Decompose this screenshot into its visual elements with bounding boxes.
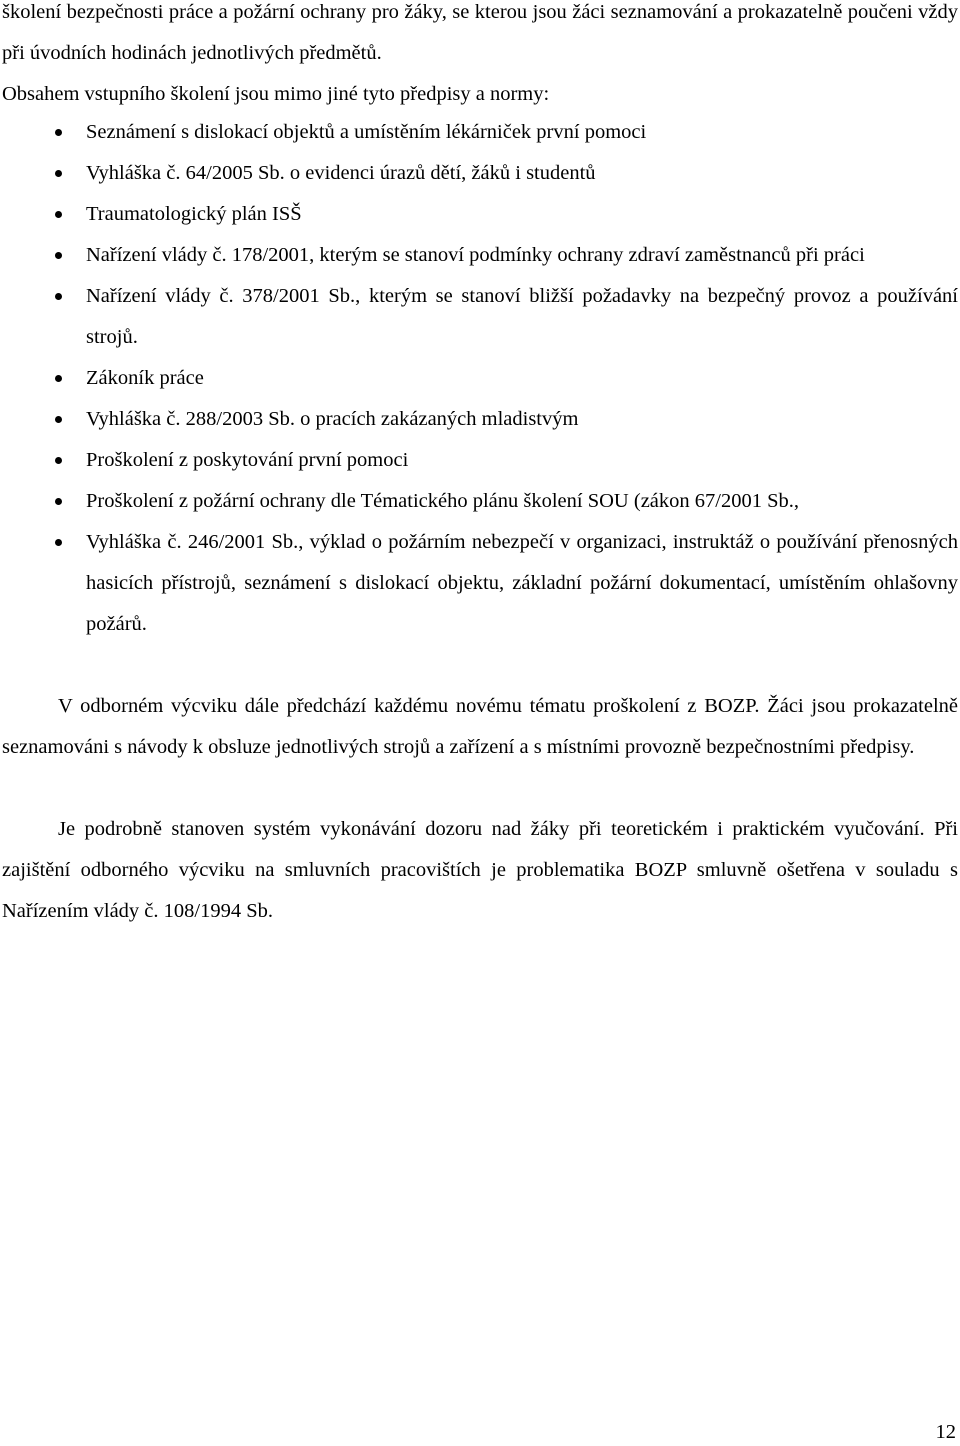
bullet-icon bbox=[55, 375, 62, 382]
list-item-text: Nařízení vlády č. 378/2001 Sb., kterým se stanoví bližší požadavky na bezpečný provoz a používání strojů. bbox=[86, 285, 958, 348]
bullet-icon bbox=[55, 252, 62, 259]
list-item-text: Proškolení z poskytování první pomoci bbox=[86, 449, 409, 471]
list-item-text: Proškolení z požární ochrany dle Tématického plánu školení SOU (zákon 67/2001 Sb., bbox=[86, 490, 799, 512]
list-item bbox=[0, 522, 960, 645]
supervision-paragraph: Je podrobně stanoven systém vykonávání dozoru nad žáky při teoretickém i praktickém vyučování. Při zajištění odborného výcviku na smluvních pracovištích je problematika BOZP smluvně ošetřena v souladu s Nařízením vlády č. 108/1994 Sb. bbox=[2, 818, 958, 922]
list-heading: Obsahem vstupního školení jsou mimo jiné tyto předpisy a normy: bbox=[2, 83, 550, 105]
list-item-text: Vyhláška č. 288/2003 Sb. o pracích zakázaných mladistvým bbox=[86, 408, 579, 430]
bullet-icon bbox=[55, 211, 62, 218]
list-item bbox=[0, 358, 960, 399]
list-item-text: Nařízení vlády č. 178/2001, kterým se stanoví podmínky ochrany zdraví zaměstnanců při práci bbox=[86, 244, 865, 266]
regulations-list bbox=[0, 112, 960, 645]
list-item-text: Seznámení s dislokací objektů a umístěním lékárniček první pomoci bbox=[86, 121, 647, 143]
list-item bbox=[0, 194, 960, 235]
bullet-icon bbox=[55, 539, 62, 546]
page-number: 12 bbox=[935, 1421, 956, 1443]
bullet-icon bbox=[55, 498, 62, 505]
list-item bbox=[0, 440, 960, 481]
list-item-text: Vyhláška č. 64/2005 Sb. o evidenci úrazů dětí, žáků i studentů bbox=[86, 162, 596, 184]
bullet-icon bbox=[55, 129, 62, 136]
list-item-text: Traumatologický plán ISŠ bbox=[86, 203, 302, 225]
list-item-text: Zákoník práce bbox=[86, 367, 204, 389]
list-item bbox=[0, 276, 960, 358]
bullet-icon bbox=[55, 170, 62, 177]
bullet-icon bbox=[55, 457, 62, 464]
training-paragraph: V odborném výcviku dále předchází každému novému tématu proškolení z BOZP. Žáci jsou prokazatelně seznamováni s návody k obsluze jednotlivých strojů a zařízení a s místními provozně bezpečnostními předpisy. bbox=[2, 695, 958, 758]
bullet-icon bbox=[55, 416, 62, 423]
list-item bbox=[0, 481, 960, 522]
list-item bbox=[0, 399, 960, 440]
list-item bbox=[0, 153, 960, 194]
list-item bbox=[0, 235, 960, 276]
list-item-text: Vyhláška č. 246/2001 Sb., výklad o požárním nebezpečí v organizaci, instruktáž o používání přenosných hasicích přístrojů, seznámení s dislokací objektu, základní požární dokumentací, umístěním ohlašovny požárů. bbox=[86, 531, 958, 635]
bullet-icon bbox=[55, 293, 62, 300]
list-item bbox=[0, 112, 960, 153]
intro-continuation-paragraph: školení bezpečnosti práce a požární ochrany pro žáky, se kterou jsou žáci seznamování a prokazatelně poučeni vždy při úvodních hodinách jednotlivých předmětů. bbox=[2, 1, 958, 64]
